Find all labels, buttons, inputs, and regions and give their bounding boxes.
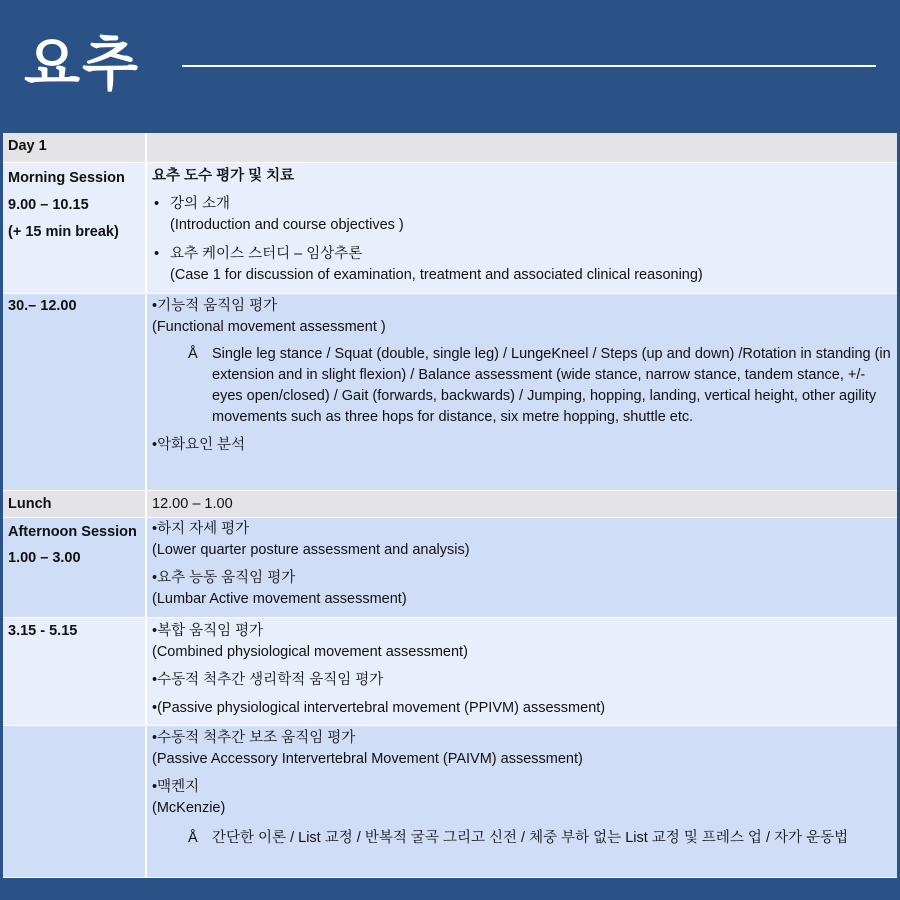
lunch-label: Lunch: [3, 490, 146, 517]
afternoon-label: [3, 517, 146, 617]
combined-content: [146, 617, 897, 725]
table-row-combined: [3, 617, 897, 725]
lunch-time: 12.00 – 1.00: [146, 490, 897, 517]
afternoon-item-active-en: (Lumbar Active movement assessment): [152, 590, 407, 607]
morning-break: (+ 15 min break): [8, 223, 119, 240]
morning-item-case-en: (Case 1 for discussion of examination, treatment and associated clinical reasoning): [170, 266, 703, 283]
mckenzie-topic-list: [152, 828, 893, 849]
afternoon-item-posture-en: (Lower quarter posture assessment and analysis): [152, 541, 470, 558]
table-row-afternoon: [3, 517, 897, 617]
list-marker-icon: Å: [188, 345, 198, 362]
morning-label: [3, 162, 146, 293]
accessory-item-mckenzie-en: (McKenzie): [152, 799, 226, 816]
afternoon-session-label: Afternoon Session: [8, 523, 137, 540]
morning-time: 9.00 – 10.15: [8, 196, 89, 213]
morning-item-intro: • 강의 소개: [152, 194, 893, 215]
functional-time: 30.– 12.00: [3, 293, 146, 490]
schedule-table: [3, 133, 897, 878]
table-row-accessory: [3, 725, 897, 877]
combined-item-physiological-en: (Combined physiological movement assessment): [152, 643, 468, 660]
combined-item-ppivm: •수동적 척추간 생리학적 움직임 평가: [152, 671, 384, 688]
afternoon-item-active: •요추 능동 움직임 평가: [152, 569, 296, 586]
day-empty-cell: [146, 133, 897, 162]
table-row-morning: [3, 162, 897, 293]
list-marker-icon: Å: [188, 829, 198, 846]
page-title: 요추: [24, 30, 141, 98]
functional-item-aggravating: •악화요인 분석: [152, 436, 246, 453]
combined-item-ppivm-en: •(Passive physiological intervertebral movement (PPIVM) assessment): [152, 699, 606, 716]
day-label: Day 1: [3, 133, 146, 162]
combined-time: 3.15 - 5.15: [3, 617, 146, 725]
morning-item-case: • 요추 케이스 스터디 – 임상추론: [152, 244, 893, 265]
accessory-item-paivm: •수동적 척추간 보조 움직임 평가: [152, 729, 356, 746]
title-divider: [182, 65, 876, 67]
morning-item-intro-en: (Introduction and course objectives ): [170, 216, 404, 233]
mckenzie-topic-text: 간단한 이론 / List 교정 / 반복적 굴곡 그리고 신전 / 체중 부하 없는 List 교정 및 프레스 업 / 자가 운동법: [212, 829, 849, 846]
combined-item-physiological: •복합 움직임 평가: [152, 622, 264, 639]
table-row-lunch: [3, 490, 897, 517]
afternoon-content: [146, 517, 897, 617]
accessory-time-empty: [3, 725, 146, 877]
afternoon-item-posture: •하지 자세 평가: [152, 520, 250, 537]
accessory-content: [146, 725, 897, 877]
table-row-functional: [3, 293, 897, 490]
functional-item-movement: •기능적 움직임 평가: [152, 297, 278, 314]
afternoon-time: 1.00 – 3.00: [8, 549, 81, 566]
table-row-day: [3, 133, 897, 162]
morning-content: [146, 162, 897, 293]
functional-content: [146, 293, 897, 490]
functional-test-text: Single leg stance / Squat (double, single leg) / LungeKneel / Steps (up and down) /Rotation in standing (in extension and in slight flexion) / Balance assessment (wide stance, narrow stance, tandem stance, +/- eyes open/closed) / Gait (forwards, backwards) / Jumping, hopping, landing, vertical height, other agility movements such as three hops for distance, six metre hopping, shuttle etc.: [212, 345, 891, 425]
functional-item-movement-en: (Functional movement assessment ): [152, 318, 386, 335]
accessory-item-mckenzie: •맥켄지: [152, 778, 200, 795]
functional-test-list: [152, 344, 893, 428]
accessory-item-paivm-en: (Passive Accessory Intervertebral Movement (PAIVM) assessment): [152, 750, 583, 767]
morning-session-label: Morning Session: [8, 169, 125, 186]
morning-heading: 요추 도수 평가 및 치료: [152, 167, 295, 184]
